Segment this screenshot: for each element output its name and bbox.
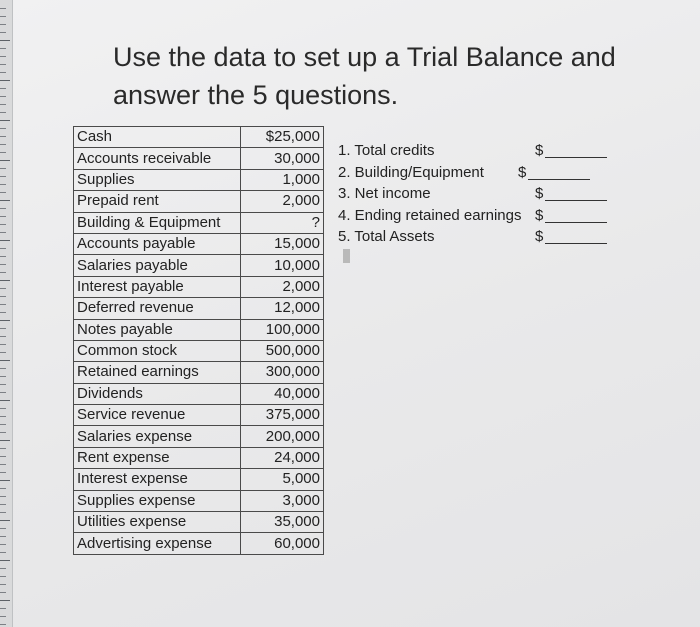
ruler-tick [0, 8, 6, 9]
table-row [74, 383, 324, 404]
account-name: Interest expense [74, 469, 241, 490]
ruler-tick [0, 328, 6, 329]
ruler-tick [0, 72, 6, 73]
account-name: Prepaid rent [74, 191, 241, 212]
page-ruler [0, 0, 13, 627]
account-amount: 30,000 [241, 148, 324, 169]
table-row [74, 469, 324, 490]
title-line-1: Use the data to set up a Trial Balance and [113, 42, 616, 72]
answer-underline [545, 200, 607, 201]
table-row [74, 255, 324, 276]
ruler-tick [0, 432, 6, 433]
account-name: Rent expense [74, 447, 241, 468]
ruler-tick [0, 280, 10, 281]
account-amount: 375,000 [241, 405, 324, 426]
page-title [113, 38, 633, 114]
account-name: Deferred revenue [74, 298, 241, 319]
table-row [74, 298, 324, 319]
account-name: Dividends [74, 383, 241, 404]
account-name: Utilities expense [74, 512, 241, 533]
ruler-tick [0, 24, 6, 25]
ruler-tick [0, 96, 6, 97]
currency-symbol: $ [535, 185, 544, 202]
ruler-tick [0, 232, 6, 233]
account-amount: 60,000 [241, 533, 324, 554]
currency-symbol: $ [535, 142, 544, 159]
table-row [74, 169, 324, 190]
account-amount: 15,000 [241, 233, 324, 254]
question-label: 1. Total credits [338, 142, 435, 159]
ruler-tick [0, 512, 6, 513]
ruler-tick [0, 264, 6, 265]
account-amount: 500,000 [241, 340, 324, 361]
table-row [74, 276, 324, 297]
ruler-tick [0, 504, 6, 505]
account-amount: 12,000 [241, 298, 324, 319]
ruler-tick [0, 336, 6, 337]
ruler-tick [0, 176, 6, 177]
question-label: 3. Net income [338, 185, 431, 202]
ruler-tick [0, 352, 6, 353]
account-name: Service revenue [74, 405, 241, 426]
ruler-tick [0, 288, 6, 289]
ruler-tick [0, 384, 6, 385]
ruler-tick [0, 80, 10, 81]
ruler-tick [0, 496, 6, 497]
ruler-tick [0, 32, 6, 33]
account-name: Building & Equipment [74, 212, 241, 233]
ruler-tick [0, 440, 10, 441]
ruler-tick [0, 304, 6, 305]
ruler-tick [0, 408, 6, 409]
answer-underline [545, 157, 607, 158]
ruler-tick [0, 88, 6, 89]
ruler-tick [0, 160, 10, 161]
ruler-tick [0, 128, 6, 129]
table-row [74, 490, 324, 511]
answer-underline [545, 222, 607, 223]
ruler-tick [0, 400, 10, 401]
ruler-tick [0, 360, 10, 361]
account-name: Common stock [74, 340, 241, 361]
account-name: Supplies expense [74, 490, 241, 511]
currency-symbol: $ [535, 206, 544, 224]
ruler-tick [0, 616, 6, 617]
ruler-tick [0, 136, 6, 137]
account-amount: 300,000 [241, 362, 324, 383]
ruler-tick [0, 48, 6, 49]
ruler-tick [0, 224, 6, 225]
ruler-tick [0, 320, 10, 321]
trial-balance-table [73, 126, 324, 555]
ruler-tick [0, 168, 6, 169]
account-name: Accounts receivable [74, 148, 241, 169]
account-name: Salaries payable [74, 255, 241, 276]
answer-underline [528, 179, 590, 180]
ruler-tick [0, 152, 6, 153]
ruler-tick [0, 520, 10, 521]
account-name: Salaries expense [74, 426, 241, 447]
account-name: Interest payable [74, 276, 241, 297]
table-row [74, 533, 324, 554]
account-name: Supplies [74, 169, 241, 190]
account-amount: 2,000 [241, 276, 324, 297]
ruler-tick [0, 112, 6, 113]
ruler-tick [0, 256, 6, 257]
ruler-tick [0, 248, 6, 249]
ruler-tick [0, 416, 6, 417]
ruler-tick [0, 144, 6, 145]
ruler-tick [0, 376, 6, 377]
ruler-tick [0, 272, 6, 273]
ruler-tick [0, 40, 10, 41]
question-label: 5. Total Assets [338, 228, 435, 245]
account-amount: 2,000 [241, 191, 324, 212]
table-row [74, 148, 324, 169]
table-row [74, 362, 324, 383]
ruler-tick [0, 104, 6, 105]
ruler-tick [0, 64, 6, 65]
table-row [74, 233, 324, 254]
ruler-tick [0, 576, 6, 577]
ruler-tick [0, 16, 6, 17]
account-amount: 35,000 [241, 512, 324, 533]
table-row [74, 319, 324, 340]
question-label: 2. Building/Equipment [338, 163, 484, 181]
ruler-tick [0, 200, 10, 201]
ruler-tick [0, 528, 6, 529]
account-amount: 24,000 [241, 447, 324, 468]
ruler-tick [0, 536, 6, 537]
account-amount: ? [241, 212, 324, 233]
table-row [74, 127, 324, 148]
account-amount: 40,000 [241, 383, 324, 404]
title-line-2: answer the 5 questions. [113, 80, 399, 110]
question-label: 4. Ending retained earnings [338, 206, 522, 224]
text-cursor [343, 249, 350, 263]
ruler-tick [0, 240, 10, 241]
ruler-tick [0, 600, 10, 601]
ruler-tick [0, 344, 6, 345]
table-row [74, 212, 324, 233]
ruler-tick [0, 448, 6, 449]
ruler-tick [0, 56, 6, 57]
table-row [74, 191, 324, 212]
account-name: Advertising expense [74, 533, 241, 554]
ruler-tick [0, 120, 10, 121]
account-amount: 10,000 [241, 255, 324, 276]
ruler-tick [0, 472, 6, 473]
ruler-tick [0, 560, 10, 561]
ruler-tick [0, 480, 10, 481]
ruler-tick [0, 456, 6, 457]
ruler-tick [0, 592, 6, 593]
currency-symbol: $ [518, 163, 527, 181]
ruler-tick [0, 624, 6, 625]
answer-underline [545, 243, 607, 244]
account-name: Cash [74, 127, 241, 148]
account-name: Notes payable [74, 319, 241, 340]
ruler-tick [0, 312, 6, 313]
table-row [74, 512, 324, 533]
account-name: Retained earnings [74, 362, 241, 383]
currency-symbol: $ [535, 228, 544, 245]
ruler-tick [0, 584, 6, 585]
ruler-tick [0, 216, 6, 217]
account-amount: 200,000 [241, 426, 324, 447]
ruler-tick [0, 296, 6, 297]
table-row [74, 426, 324, 447]
account-amount: $25,000 [241, 127, 324, 148]
ruler-tick [0, 184, 6, 185]
ruler-tick [0, 568, 6, 569]
account-amount: 100,000 [241, 319, 324, 340]
table-row [74, 447, 324, 468]
ruler-tick [0, 544, 6, 545]
ruler-tick [0, 208, 6, 209]
ruler-tick [0, 488, 6, 489]
table-row [74, 340, 324, 361]
account-amount: 3,000 [241, 490, 324, 511]
ruler-tick [0, 464, 6, 465]
ruler-tick [0, 368, 6, 369]
ruler-tick [0, 552, 6, 553]
ruler-tick [0, 608, 6, 609]
account-name: Accounts payable [74, 233, 241, 254]
ruler-tick [0, 192, 6, 193]
table-row [74, 405, 324, 426]
ruler-tick [0, 424, 6, 425]
ruler-tick [0, 392, 6, 393]
account-amount: 5,000 [241, 469, 324, 490]
account-amount: 1,000 [241, 169, 324, 190]
